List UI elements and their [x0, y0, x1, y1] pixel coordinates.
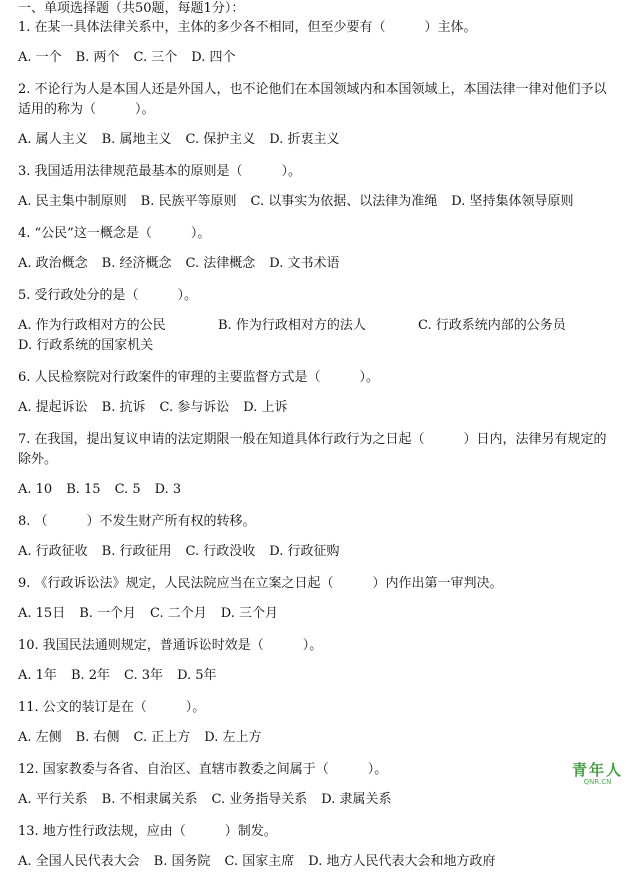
answer-option: C. 国家主席 [224, 854, 295, 869]
question-block [18, 80, 618, 162]
question-block [18, 18, 618, 80]
answer-options [18, 604, 618, 624]
question-block [18, 430, 618, 512]
question-stem: 2. 不论行为人是本国人还是外国人，也不论他们在本国领域内和本国领域上，本国法律一律对他们予以适用的称为（ ）。 [18, 82, 607, 117]
answer-option: B. 右侧 [75, 730, 120, 745]
answer-options [18, 790, 618, 810]
answer-options [18, 316, 618, 356]
question-stem: 8. （ ）不发生财产所有权的转移。 [18, 514, 256, 529]
answer-option: B. 国务院 [153, 854, 211, 869]
answer-option: C. 参与诉讼 [159, 400, 230, 415]
answer-options [18, 130, 618, 150]
question-block [18, 760, 618, 822]
answer-option: D. 5年 [177, 668, 217, 683]
question-stem: 4. “公民”这一概念是（ ）。 [18, 226, 211, 241]
question-stem: 13. 地方性行政法规，应由（ ）制发。 [18, 824, 277, 839]
question-block [18, 286, 618, 368]
watermark-main-text: 青年人 [571, 761, 623, 779]
answer-option: C. 以事实为依据、以法律为准绳 [250, 194, 438, 209]
answer-options [18, 48, 618, 68]
answer-option: B. 2年 [70, 668, 111, 683]
question-stem: 1. 在某一具体法律关系中，主体的多少各不相同，但至少要有（ ）主体。 [18, 20, 477, 35]
answer-option: D. 四个 [191, 50, 236, 65]
question-stem: 6. 人民检察院对行政案件的审理的主要监督方式是（ ）。 [18, 370, 380, 385]
answer-options [18, 254, 618, 274]
answer-option: C. 三个 [133, 50, 178, 65]
answer-option: D. 三个月 [220, 606, 279, 621]
question-list [18, 18, 618, 884]
answer-option: A. 属人主义 [18, 132, 88, 147]
question-stem: 3. 我国适用法律规范最基本的原则是（ ）。 [18, 164, 302, 179]
question-stem: 9. 《行政诉讼法》规定，人民法院应当在立案之日起（ ）内作出第一审判决。 [18, 576, 503, 591]
answer-option: A. 行政征收 [18, 544, 88, 559]
answer-options [18, 192, 618, 212]
answer-option: B. 作为行政相对方的法人 [218, 318, 366, 333]
answer-option: C. 行政系统内部的公务员 [418, 318, 566, 333]
answer-option: A. 左侧 [18, 730, 62, 745]
answer-option: B. 属地主义 [101, 132, 172, 147]
answer-options [18, 542, 618, 562]
answer-option: D. 折衷主义 [269, 132, 340, 147]
question-block [18, 698, 618, 760]
answer-option: D. 文书术语 [269, 256, 340, 271]
question-stem: 5. 受行政处分的是（ ）。 [18, 288, 198, 303]
answer-option: A. 10 [18, 482, 53, 497]
answer-option: D. 行政系统的国家机关 [18, 338, 154, 353]
answer-option: A. 1年 [18, 668, 57, 683]
answer-option: D. 行政征购 [269, 544, 340, 559]
answer-option: D. 3 [154, 482, 182, 497]
question-stem: 10. 我国民法通则规定，普通诉讼时效是（ ）。 [18, 638, 323, 653]
question-block [18, 822, 618, 884]
answer-option: B. 经济概念 [101, 256, 172, 271]
answer-option: C. 保护主义 [185, 132, 256, 147]
answer-option: A. 平行关系 [18, 792, 88, 807]
question-block [18, 574, 618, 636]
section-title: 一、单项选择题（共50题，每题1分）： [18, 1, 245, 16]
question-stem: 11. 公文的装订是在（ ）。 [18, 700, 206, 715]
answer-option: D. 地方人民代表大会和地方政府 [308, 854, 496, 869]
answer-option: A. 作为行政相对方的公民 [18, 318, 166, 333]
answer-option: B. 行政征用 [101, 544, 172, 559]
answer-option: D. 坚持集体领导原则 [451, 194, 574, 209]
answer-options [18, 480, 618, 500]
site-watermark-logo [572, 762, 623, 786]
answer-option: B. 抗诉 [101, 400, 146, 415]
answer-option: C. 二个月 [150, 606, 207, 621]
answer-option: B. 15 [66, 482, 101, 497]
answer-option: C. 5 [114, 482, 141, 497]
answer-option: B. 民族平等原则 [140, 194, 237, 209]
answer-options [18, 852, 618, 872]
watermark-sub-text: QNR.CN [583, 778, 612, 786]
question-stem: 12. 国家教委与各省、自治区、直辖市教委之间属于（ ）。 [18, 762, 388, 777]
answer-option: A. 提起诉讼 [18, 400, 88, 415]
answer-option: C. 业务指导关系 [211, 792, 308, 807]
answer-option: B. 两个 [75, 50, 120, 65]
answer-options [18, 728, 618, 748]
exam-document [18, 0, 618, 884]
answer-option: C. 行政没收 [185, 544, 256, 559]
question-block [18, 636, 618, 698]
answer-option: C. 3年 [124, 668, 164, 683]
answer-option: B. 不相隶属关系 [101, 792, 198, 807]
answer-option: D. 上诉 [243, 400, 288, 415]
answer-option: A. 15日 [18, 606, 66, 621]
answer-option: D. 隶属关系 [321, 792, 392, 807]
question-block [18, 224, 618, 286]
answer-option: A. 政治概念 [18, 256, 88, 271]
answer-option: C. 法律概念 [185, 256, 256, 271]
question-block [18, 162, 618, 224]
question-block [18, 368, 618, 430]
answer-option: A. 民主集中制原则 [18, 194, 127, 209]
answer-option: D. 左上方 [204, 730, 262, 745]
answer-option: B. 一个月 [79, 606, 137, 621]
answer-options [18, 398, 618, 418]
answer-options [18, 666, 618, 686]
answer-option: A. 一个 [18, 50, 62, 65]
answer-option: C. 正上方 [133, 730, 191, 745]
question-stem: 7. 在我国，提出复议申请的法定期限一般在知道具体行政行为之日起（ ）日内，法律另有规定的除外。 [18, 432, 607, 467]
answer-option: A. 全国人民代表大会 [18, 854, 140, 869]
question-block [18, 512, 618, 574]
